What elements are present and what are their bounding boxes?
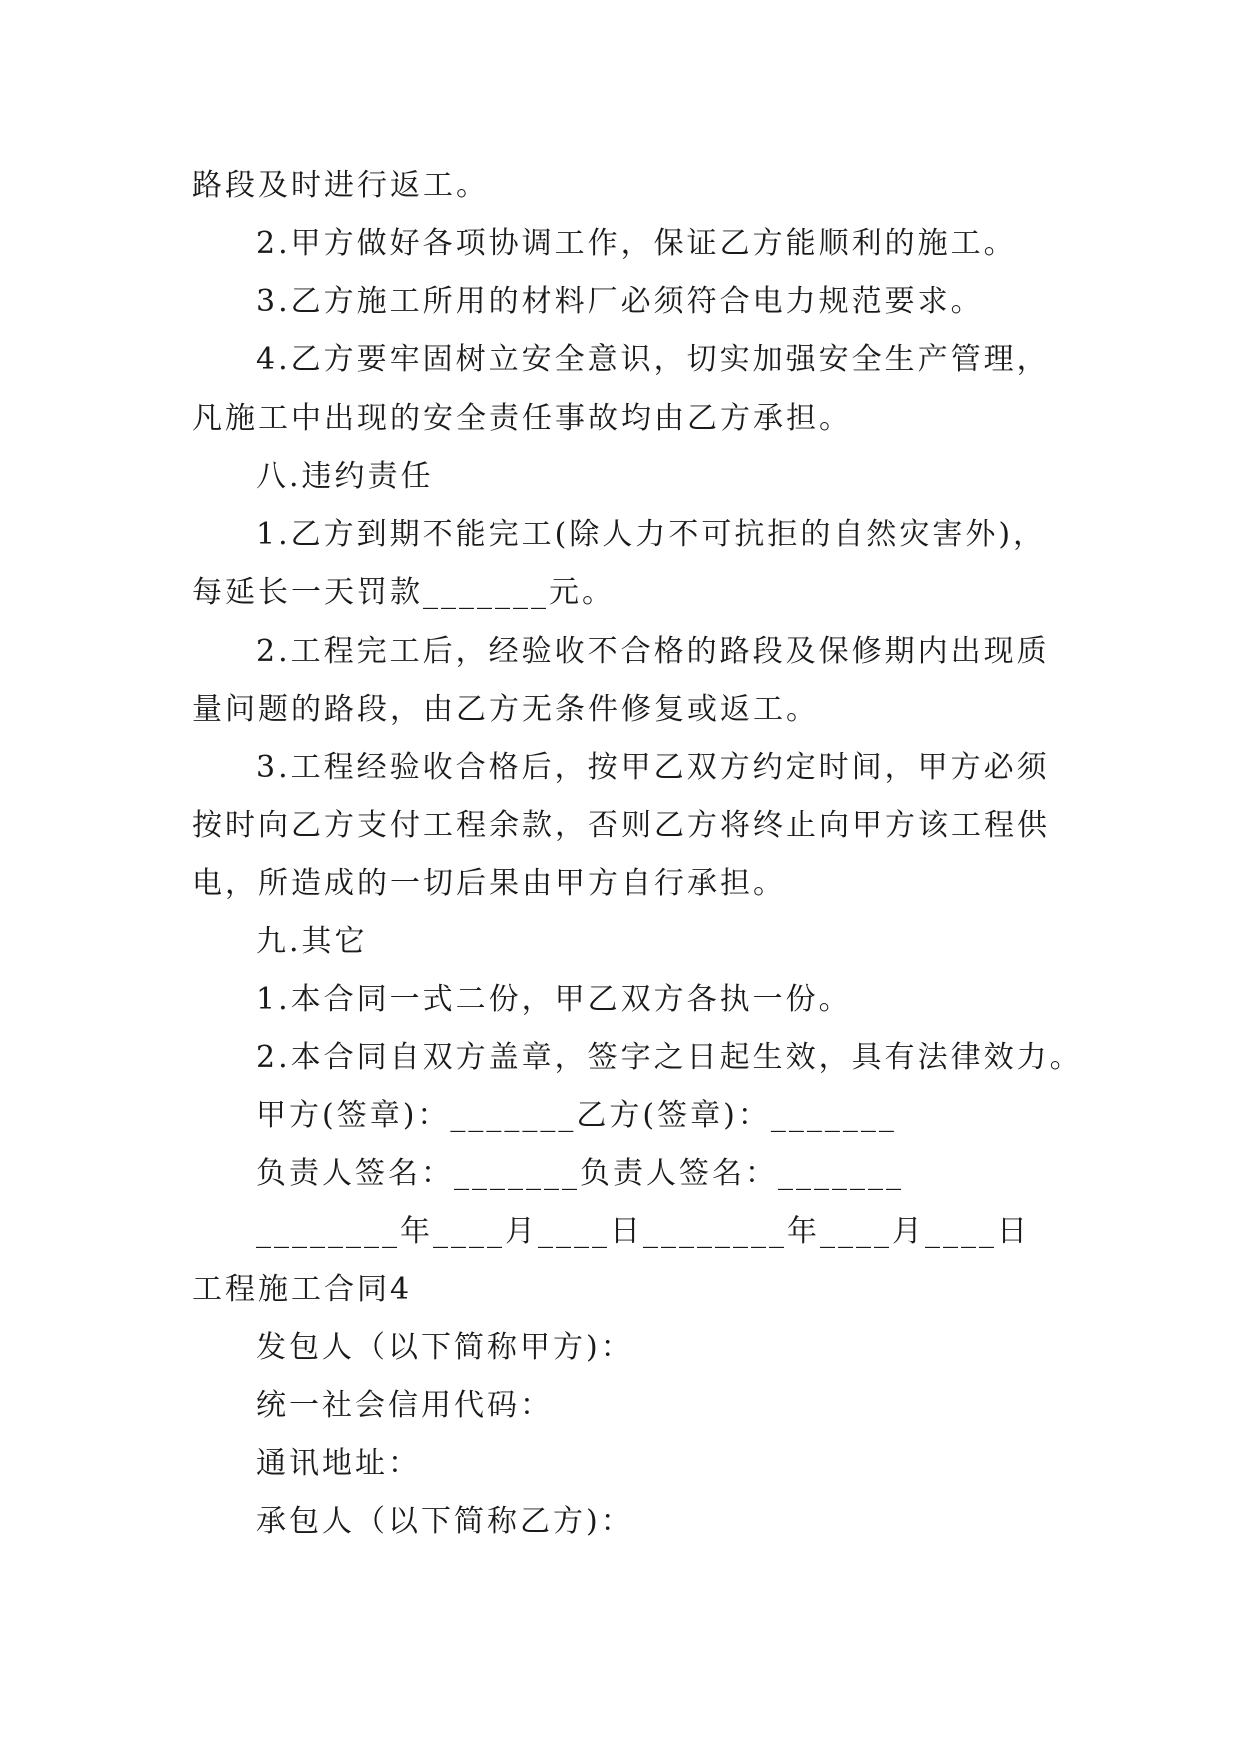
paragraph-line: 通讯地址： (256, 1446, 421, 1481)
paragraph-line: 4.乙方要牢固树立安全意识，切实加强安全生产管理， (256, 342, 1050, 377)
section-heading: 九.其它 (256, 924, 368, 959)
paragraph-line: 量问题的路段，由乙方无条件修复或返工。 (192, 692, 819, 727)
paragraph-line: 承包人（以下简称乙方)： (256, 1504, 634, 1539)
paragraph-line: 3.乙方施工所用的材料厂必须符合电力规范要求。 (256, 284, 984, 319)
document-title: 工程施工合同4 (192, 1272, 413, 1307)
paragraph-line: 1.乙方到期不能完工(除人力不可抗拒的自然灾害外)， (256, 517, 1047, 552)
paragraph-line: 2.工程完工后，经验收不合格的路段及保修期内出现质 (256, 634, 1050, 669)
section-heading: 八.违约责任 (256, 459, 434, 494)
paragraph-line: 3.工程经验收合格后，按甲乙双方约定时间，甲方必须 (256, 750, 1050, 785)
paragraph-line: 凡施工中出现的安全责任事故均由乙方承担。 (192, 401, 852, 436)
paragraph-line: 2.本合同自双方盖章，签字之日起生效，具有法律效力。 (256, 1040, 1083, 1075)
date-line: ________年____月____日________年____月____日 (256, 1214, 1030, 1249)
paragraph-line: 电，所造成的一切后果由甲方自行承担。 (192, 866, 786, 901)
paragraph-line: 路段及时进行返工。 (192, 168, 489, 203)
paragraph-line: 统一社会信用代码： (256, 1388, 553, 1423)
paragraph-line: 每延长一天罚款_______元。 (192, 575, 615, 610)
paragraph-line: 1.本合同一式二份，甲乙双方各执一份。 (256, 982, 852, 1017)
signature-line: 甲方(签章)：_______乙方(签章)：_______ (256, 1098, 897, 1133)
paragraph-line: 按时向乙方支付工程余款，否则乙方将终止向甲方该工程供 (192, 808, 1050, 843)
paragraph-line: 2.甲方做好各项协调工作，保证乙方能顺利的施工。 (256, 226, 1017, 261)
paragraph-line: 发包人（以下简称甲方)： (256, 1330, 634, 1365)
signature-line: 负责人签名：_______负责人签名：_______ (256, 1156, 904, 1191)
